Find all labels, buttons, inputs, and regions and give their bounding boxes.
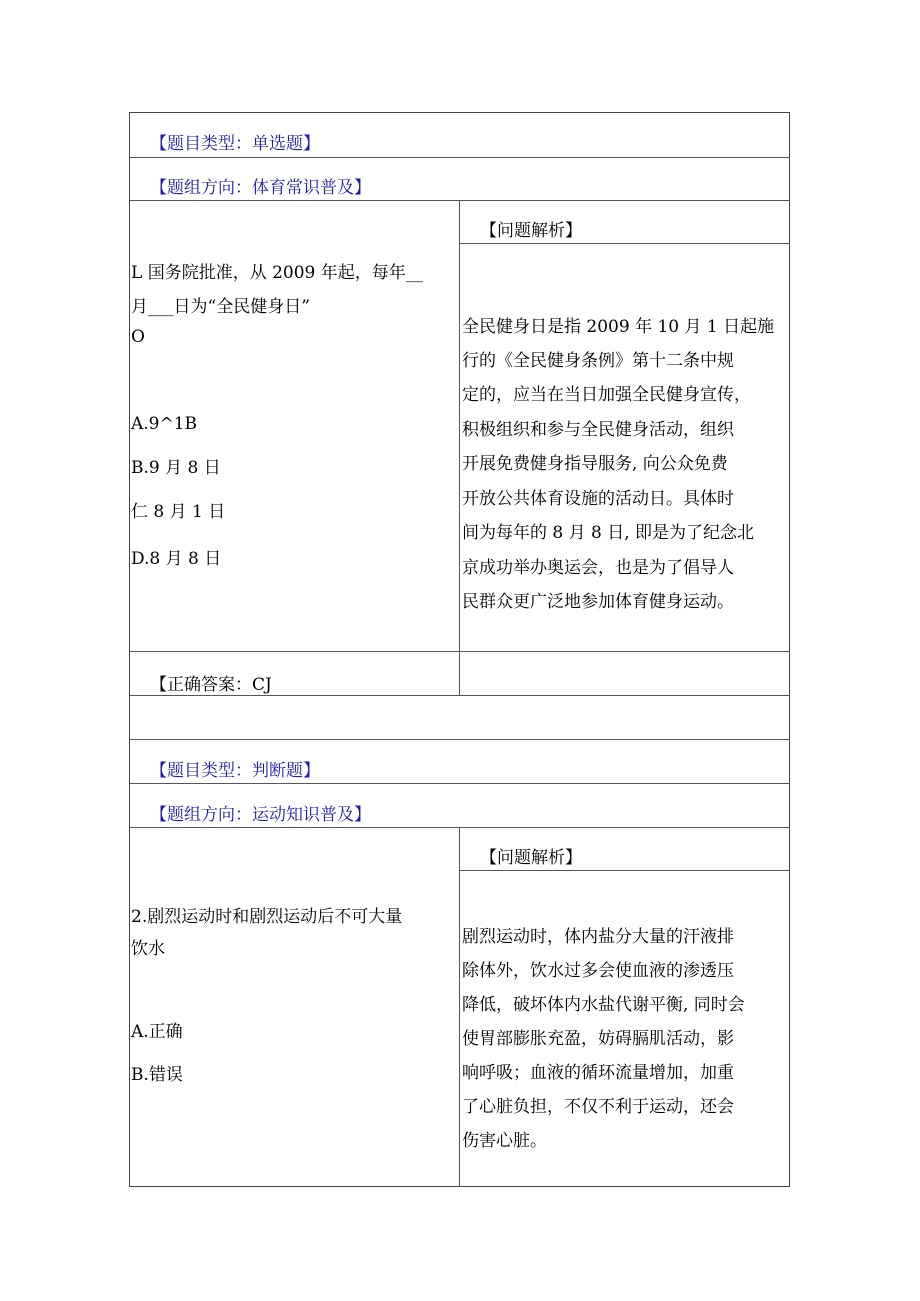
row-divider xyxy=(129,157,790,158)
question-type-label: 【题目类型：单选题】 xyxy=(150,134,320,154)
analysis-line: 定的，应当在当日加强全民健身宣传， xyxy=(462,385,751,405)
analysis-line: 间为每年的 8 月 8 日, 即是为了纪念北 xyxy=(462,523,755,543)
analysis-line: 了心脏负担，不仅不利于运动，还会 xyxy=(462,1097,734,1117)
analysis-line: 全民健身日是指 2009 年 10 月 1 日起施 xyxy=(462,317,775,337)
column-divider xyxy=(459,200,460,695)
option-a: A.正确 xyxy=(131,1022,183,1042)
analysis-line: 开放公共体育设施的活动日。具体时 xyxy=(462,489,734,509)
option-a: A.9^1B xyxy=(131,414,198,434)
question-text: 饮水 xyxy=(131,939,165,959)
question-group-label: 【题组方向：体育常识普及】 xyxy=(150,178,371,198)
analysis-heading: 【问题解析】 xyxy=(480,848,582,868)
question-type-label: 【题目类型：判断题】 xyxy=(150,761,320,781)
analysis-line: 民群众更广泛地参加体育健身运动。 xyxy=(462,592,734,612)
analysis-heading: 【问题解析】 xyxy=(480,221,582,241)
option-d: D.8 月 8 日 xyxy=(131,549,222,569)
row-divider xyxy=(459,243,790,244)
row-divider xyxy=(459,870,790,871)
question-text: 2.剧烈运动时和剧烈运动后不可大量 xyxy=(131,907,403,927)
option-b: B.9 月 8 日 xyxy=(131,458,221,478)
row-divider xyxy=(129,739,790,740)
analysis-line: 剧烈运动时，体内盐分大量的汗液排 xyxy=(462,927,734,947)
row-divider xyxy=(129,783,790,784)
analysis-line: 京成功举办奥运会，也是为了倡导人 xyxy=(462,558,734,578)
analysis-line: 响呼吸；血液的循环流量增加，加重 xyxy=(462,1063,734,1083)
question-text: L 国务院批准，从 2009 年起，每年__ xyxy=(131,263,423,283)
option-c: 仁 8 月 1 日 xyxy=(131,502,226,522)
question-text: 月___日为“全民健身日” xyxy=(131,297,310,317)
analysis-line: 开展免费健身指导服务, 向公众免费 xyxy=(462,454,728,474)
question-text: O xyxy=(131,327,145,347)
analysis-line: 行的《全民健身条例》第十二条中规 xyxy=(462,351,734,371)
column-divider xyxy=(459,827,460,1187)
analysis-line: 使胃部膨胀充盈，妨碍膈肌活动，影 xyxy=(462,1029,734,1049)
analysis-line: 积极组织和参与全民健身活动，组织 xyxy=(462,420,734,440)
analysis-line: 降低，破坏体内水盐代谢平衡, 同时会 xyxy=(462,995,745,1015)
correct-answer: 【正确答案：CJ xyxy=(150,675,272,695)
analysis-line: 除体外，饮水过多会使血液的渗透压 xyxy=(462,961,734,981)
option-b: B.错误 xyxy=(131,1065,183,1085)
analysis-line: 伤害心脏。 xyxy=(462,1131,547,1151)
question-group-label: 【题组方向：运动知识普及】 xyxy=(150,805,371,825)
